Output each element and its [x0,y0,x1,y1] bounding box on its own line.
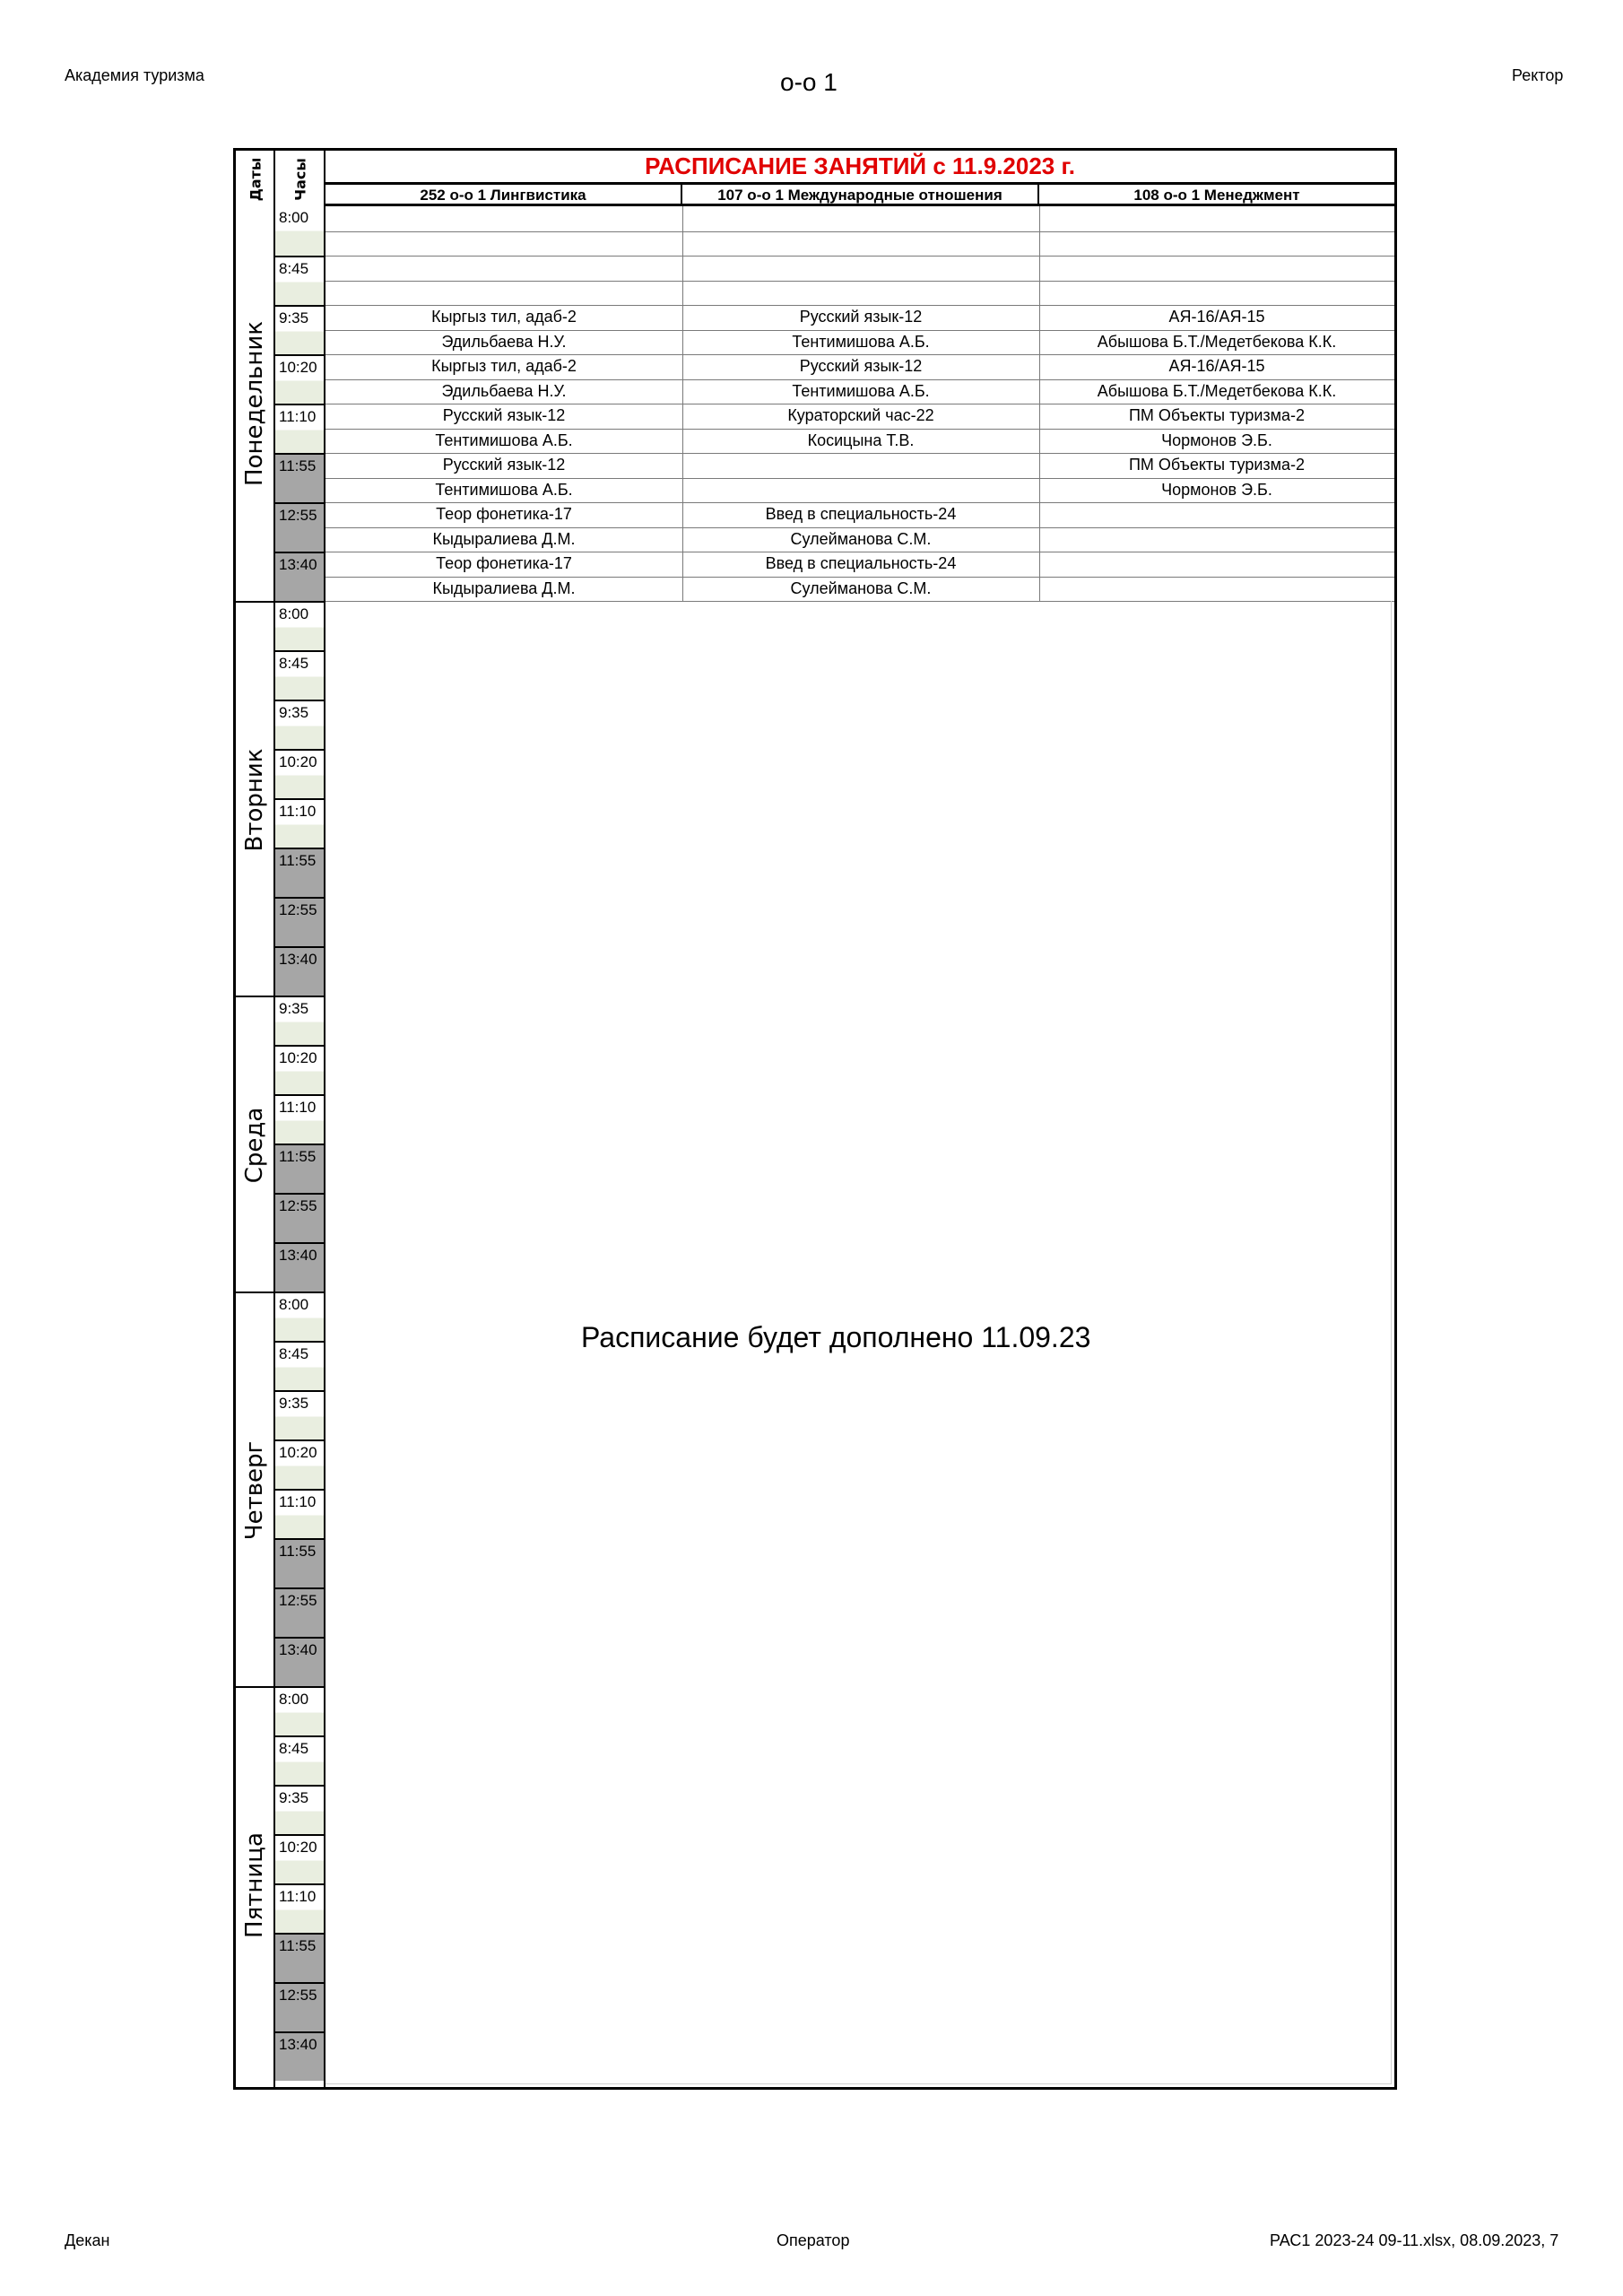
column-divider [1039,206,1040,601]
time-slot [275,1193,325,1242]
day-label: Четверг [241,1440,268,1541]
schedule-table [233,148,1397,2090]
day-label: Пятница [241,1832,268,1938]
lesson-cell: Введ в специальность-24 [765,554,957,572]
time-slot [275,848,325,897]
time-slot [275,1834,325,1883]
lesson-cell [325,231,682,257]
time-label: 8:45 [275,652,325,675]
lesson-cell [682,478,1039,503]
footer-left: Декан [65,2231,110,2249]
time-slot [275,601,325,650]
time-label: 10:20 [275,751,325,774]
time-slot [275,1686,325,1735]
lesson-cell: Тентимишова А.Б. [435,480,573,499]
time-slot [275,946,325,996]
dates-label: Даты [247,157,265,202]
time-label: 11:55 [275,1540,325,1563]
lesson-cell: АЯ-16/АЯ-15 [1168,308,1265,326]
lesson-cell: Косицына Т.В. [807,430,915,449]
time-slot [275,1144,325,1193]
time-label: 11:10 [275,1096,325,1119]
day-label: Понедельник [241,321,268,486]
time-slot [275,1390,325,1439]
day-block [236,996,273,1292]
time-slot [275,700,325,749]
time-label: 8:45 [275,1737,325,1761]
time-slot [275,404,325,453]
lesson-cell: ПМ Объекты туризма-2 [1128,406,1306,424]
time-slot [275,749,325,798]
time-label: 9:35 [275,1787,325,1810]
time-slot [275,650,325,700]
lesson-cell [1039,577,1394,602]
time-slot [275,798,325,848]
time-label: 11:10 [275,1885,325,1909]
column-header-1: 252 о-о 1 Лингвистика [325,182,682,206]
hours-header [275,151,325,206]
time-label: 13:40 [275,948,325,971]
day-block [236,601,273,996]
lesson-cell: Кыдыралиева Д.М. [432,578,576,597]
time-label: 11:55 [275,849,325,873]
time-label: 12:55 [275,1195,325,1218]
column-header-3: 108 о-о 1 Менеджмент [1039,182,1394,206]
lesson-cell: Абышова Б.Т./Медетбекова К.К. [1097,332,1337,351]
time-slot [275,206,325,256]
time-slot [275,996,325,1045]
time-slot [275,1094,325,1144]
lesson-cell [682,231,1039,257]
time-label: 13:40 [275,2033,325,2057]
time-label: 8:00 [275,603,325,626]
dates-header [236,151,275,206]
time-label: 13:40 [275,1244,325,1267]
time-slot [275,502,325,552]
hours-label: Часы [291,158,309,201]
header-center: о-о 1 [780,68,838,96]
time-slot [275,305,325,354]
time-label: 13:40 [275,553,325,577]
lesson-cell: Сулейманова С.М. [790,529,932,548]
lesson-cell: Абышова Б.Т./Медетбекова К.К. [1097,381,1337,400]
lesson-cell [682,453,1039,478]
time-slot [275,1439,325,1489]
lesson-cell: ПМ Объекты туризма-2 [1128,456,1306,474]
time-slot [275,1242,325,1292]
time-slot [275,1735,325,1785]
lesson-cell [325,206,682,231]
header-left: Академия туризма [65,66,204,84]
time-label: 11:10 [275,1491,325,1514]
monday-grid [325,206,1394,601]
time-label: 8:00 [275,1688,325,1711]
day-label: Среда [241,1107,268,1184]
lesson-cell: Сулейманова С.М. [790,578,932,597]
time-label: 8:45 [275,257,325,281]
time-label: 9:35 [275,701,325,725]
time-label: 8:00 [275,1293,325,1317]
day-label: Вторник [241,748,268,852]
lesson-cell: Русский язык-12 [799,357,923,375]
time-slot [275,1045,325,1094]
time-label: 10:20 [275,1836,325,1859]
time-slot [275,256,325,305]
lesson-cell [1039,281,1394,306]
table-title: РАСПИСАНИЕ ЗАНЯТИЙ с 11.9.2023 г. [645,152,1075,179]
lesson-cell: Кыргыз тил, адаб-2 [431,357,577,375]
footer-right: РАС1 2023-24 09-11.xlsx, 08.09.2023, 7 [1270,2231,1559,2249]
lesson-cell: Чормонов Э.Б. [1161,480,1272,499]
footer-center: Оператор [777,2231,850,2249]
header-right: Ректор [1512,66,1564,84]
lesson-cell [325,281,682,306]
lesson-cell: Тентимишова А.Б. [792,381,930,400]
day-block [236,206,273,601]
lesson-cell [325,256,682,281]
time-label: 12:55 [275,899,325,922]
lesson-cell [1039,206,1394,231]
lesson-cell: Теор фонетика-17 [436,554,572,572]
time-slot [275,1587,325,1637]
lesson-cell [682,281,1039,306]
day-block [236,1292,273,1686]
time-label: 12:55 [275,504,325,527]
lesson-cell: Кураторский час-22 [787,406,934,424]
lesson-cell: Эдильбаева Н.У. [441,381,567,400]
lesson-cell: Тентимишова А.Б. [792,332,930,351]
time-slot [275,1538,325,1587]
lesson-cell: АЯ-16/АЯ-15 [1168,357,1265,375]
lesson-cell [1039,231,1394,257]
lesson-cell: Кыргыз тил, адаб-2 [431,308,577,326]
time-slot [275,453,325,502]
column-divider [682,206,683,601]
time-label: 10:20 [275,356,325,379]
time-label: 9:35 [275,307,325,330]
lesson-cell [682,206,1039,231]
time-column [275,206,325,2087]
time-label: 9:35 [275,997,325,1021]
time-slot [275,354,325,404]
day-block [236,1686,273,2081]
time-label: 12:55 [275,1984,325,2007]
time-label: 8:00 [275,206,325,230]
lesson-cell: Теор фонетика-17 [436,505,572,523]
lesson-cell [1039,256,1394,281]
lesson-cell [682,256,1039,281]
lesson-cell [1039,502,1394,527]
time-slot [275,1637,325,1686]
lesson-cell [1039,552,1394,577]
lesson-cell: Тентимишова А.Б. [435,430,573,449]
time-slot [275,1785,325,1834]
time-slot [275,1933,325,1982]
lesson-cell: Чормонов Э.Б. [1161,430,1272,449]
time-label: 11:10 [275,800,325,823]
time-label: 11:55 [275,1145,325,1169]
lesson-cell: Введ в специальность-24 [765,505,957,523]
time-label: 10:20 [275,1441,325,1465]
time-label: 9:35 [275,1392,325,1415]
lesson-cell: Русский язык-12 [442,456,566,474]
time-label: 11:55 [275,1935,325,1958]
time-label: 11:55 [275,455,325,478]
time-slot [275,552,325,601]
time-label: 12:55 [275,1589,325,1613]
time-slot [275,1489,325,1538]
time-label: 11:10 [275,405,325,429]
lesson-cell: Эдильбаева Н.У. [441,332,567,351]
time-slot [275,897,325,946]
lesson-cell: Кыдыралиева Д.М. [432,529,576,548]
lesson-cell: Русский язык-12 [442,406,566,424]
schedule-notice: Расписание будет дополнено 11.09.23 [581,1321,1091,1353]
time-label: 10:20 [275,1047,325,1070]
days-column [236,206,275,2087]
time-slot [275,1982,325,2031]
column-header-2: 107 о-о 1 Международные отношения [682,182,1039,206]
lesson-cell: Русский язык-12 [799,308,923,326]
time-slot [275,2031,325,2081]
time-slot [275,1292,325,1341]
time-slot [275,1341,325,1390]
lesson-cell [1039,527,1394,552]
time-label: 8:45 [275,1343,325,1366]
time-slot [275,1883,325,1933]
time-label: 13:40 [275,1639,325,1662]
